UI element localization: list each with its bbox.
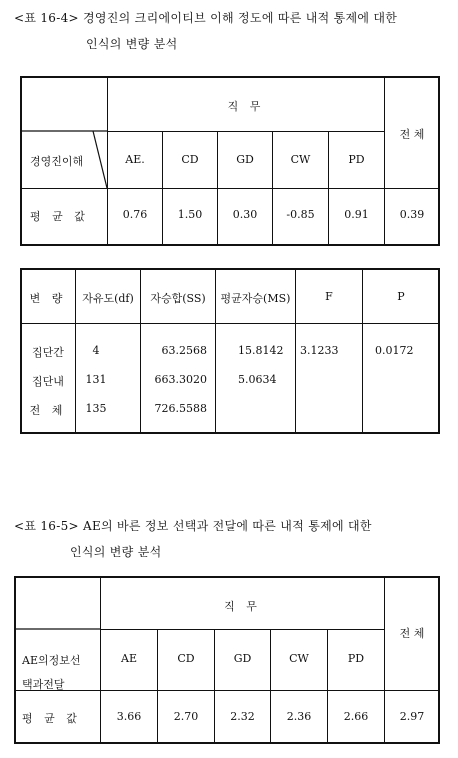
average-value: 0.76 [122,208,148,221]
table-divider [214,630,215,743]
anova-ms-value: 15.8142 [238,344,284,357]
average-value: 1.50 [177,208,203,221]
anova-header-p: P [397,290,405,303]
column-header-pd: PD [348,153,365,166]
total-header: 전 체 [399,627,425,640]
anova-row-label: 집단내 [32,375,64,388]
table-divider [15,690,439,691]
table-16-5-caption-line2: 인식의 변량 분석 [70,545,162,559]
column-header-gd: GD [236,153,254,166]
table-divider [328,132,329,245]
anova-row-label: 집단간 [32,346,64,359]
average-label: 평 균 값 [30,210,89,223]
anova-df-value: 131 [85,373,107,386]
row-label-ae-info-line1: AE의정보선 [22,654,81,667]
anova-header-ss: 자승합(SS) [150,292,206,305]
anova-df-value: 4 [92,344,100,357]
table-divider [101,629,384,630]
column-header-gd: GD [233,652,252,665]
anova-header-df: 자유도(df) [82,292,134,305]
anova-header-f: F [325,290,333,303]
table-divider [162,132,163,245]
table-16-4-caption-line2: 인식의 변량 분석 [86,37,178,51]
column-header-pd: PD [347,652,365,665]
row-label-ae-info-line2: 택과전달 [22,678,65,691]
table-divider [327,630,328,743]
job-group-header: 직 무 [227,100,265,113]
row-label-management: 경영진이해 [30,155,84,168]
anova-header-ms: 평균자승(MS) [220,292,291,305]
total-average-value: 0.39 [399,208,425,221]
anova-ss-value: 726.5588 [154,402,207,415]
column-header-cw: CW [290,153,311,166]
table-divider [272,132,273,245]
column-header-cd: CD [181,153,199,166]
anova-df-value: 135 [85,402,107,415]
anova-ms-value: 5.0634 [238,373,277,386]
average-value: 2.36 [286,710,312,723]
table-divider [21,188,439,189]
average-label: 평 균 값 [22,712,81,725]
average-value: 0.91 [344,208,369,221]
anova-header-source: 변 량 [29,292,67,305]
table-divider [21,323,439,324]
anova-row-label: 전 체 [29,404,67,417]
average-value: 2.70 [173,710,199,723]
table-divider [157,630,158,743]
anova-p-value: 0.0172 [375,344,414,357]
average-value: 3.66 [116,710,142,723]
table-16-5-caption-line1: <표 16-5> AE의 바른 정보 선택과 전달에 따른 내적 통제에 대한 [14,519,372,533]
average-value: 0.30 [232,208,258,221]
column-header-cd: CD [177,652,195,665]
column-header-ae: AE. [125,153,145,166]
table-divider [108,131,384,132]
average-value: 2.66 [343,710,369,723]
anova-ss-value: 63.2568 [161,344,207,357]
table-corner-slash [15,577,100,690]
table-16-4-caption-line1: <표 16-4> 경영진의 크리에이티브 이해 정도에 따른 내적 통제에 대한 [14,11,398,25]
job-group-header: 직 무 [224,600,261,613]
table-corner-slash [21,77,107,188]
anova-f-value: 3.1233 [300,344,339,357]
average-value: -0.85 [286,208,315,221]
table-divider [270,630,271,743]
total-header: 전 체 [399,128,425,141]
table-divider [217,132,218,245]
total-average-value: 2.97 [399,710,425,723]
average-value: 2.32 [230,710,255,723]
column-header-cw: CW [289,652,309,665]
anova-ss-value: 663.3020 [154,373,207,386]
column-header-ae: AE [121,652,137,665]
